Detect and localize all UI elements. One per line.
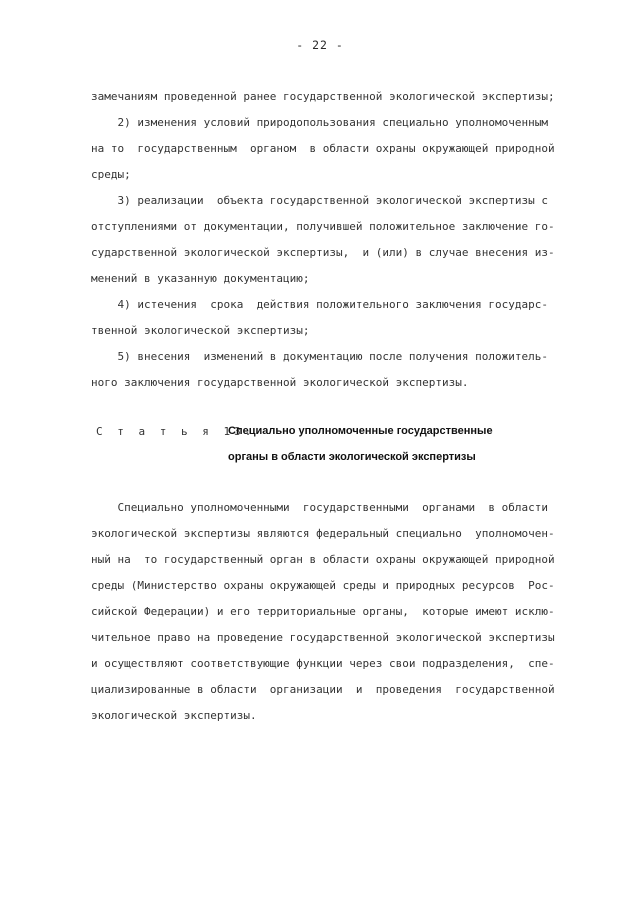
text-line: циализированные в области организации и проведения государственной <box>91 683 555 696</box>
text-line: сийской Федерации) и его территориальные органы, которые имеют исклю- <box>91 605 555 618</box>
text-line: отступлениями от документации, получившей положительное заключение го- <box>91 220 555 233</box>
text-line: 4) истечения срока действия положительного заключения государс- <box>91 298 548 311</box>
text-line: экологической экспертизы являются федеральный специально уполномочен- <box>91 527 555 540</box>
text-line: экологической экспертизы. <box>91 709 257 722</box>
article-title-line1: Специально уполномоченные государственные <box>228 425 493 437</box>
text-line: твенной экологической экспертизы; <box>91 324 310 337</box>
article-label: С т а т ь я 13. <box>96 425 256 438</box>
article-title-line2: органы в области экологической экспертизы <box>228 451 476 463</box>
text-line: чительное право на проведение государственной экологической экспертизы <box>91 631 555 644</box>
text-line: менений в указанную документацию; <box>91 272 310 285</box>
text-line: и осуществляют соответствующие функции через свои подразделения, спе- <box>91 657 555 670</box>
text-line: на то государственным органом в области охраны окружающей природной <box>91 142 555 155</box>
text-line: 3) реализации объекта государственной экологической экспертизы с <box>91 194 548 207</box>
text-line: сударственной экологической экспертизы, и (или) в случае внесения из- <box>91 246 555 259</box>
text-line: среды; <box>91 168 131 181</box>
text-line: ный на то государственный орган в области охраны окружающей природной <box>91 553 555 566</box>
page-number: - 22 - <box>296 38 344 52</box>
text-line: 2) изменения условий природопользования специально уполномоченным <box>91 116 548 129</box>
text-line: ного заключения государственной экологической экспертизы. <box>91 376 469 389</box>
text-line: Специально уполномоченными государственными органами в области <box>91 501 548 514</box>
text-line: замечаниям проведенной ранее государственной экологической экспертизы; <box>91 90 555 103</box>
text-line: среды (Министерство охраны окружающей среды и природных ресурсов Рос- <box>91 579 555 592</box>
text-line: 5) внесения изменений в документацию после получения положитель- <box>91 350 548 363</box>
